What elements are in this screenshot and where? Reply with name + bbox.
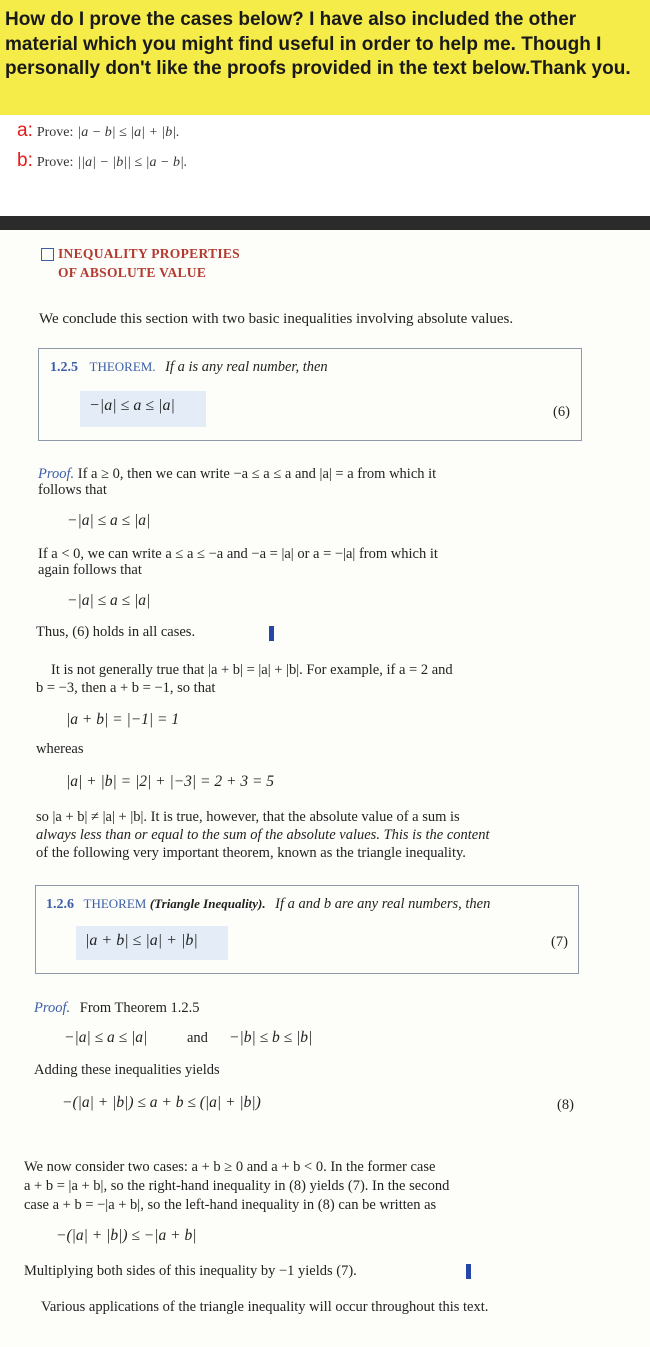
section-intro: We conclude this section with two basic inequalities involving absolute values. xyxy=(39,311,514,327)
remark-whereas: whereas xyxy=(36,741,84,757)
theorem-1-label: THEOREM. xyxy=(89,359,156,374)
proof-2-formula-and: and xyxy=(187,1030,208,1046)
case-a-statement: |a − b| ≤ |a| + |b|. xyxy=(77,125,180,140)
case-b-letter: b: xyxy=(17,150,33,171)
theorem-2-formula: |a + b| ≤ |a| + |b| xyxy=(85,932,198,949)
theorem-1-eq-number: (6) xyxy=(553,404,570,420)
case-a-prove-label: Prove: xyxy=(36,125,74,140)
theorem-2-header xyxy=(46,896,490,913)
proof-2-line1 xyxy=(34,1000,200,1017)
section-heading-line1: INEQUALITY PROPERTIES xyxy=(58,246,240,261)
case-b xyxy=(17,150,187,172)
remark-line2: b = −3, then a + b = −1, so that xyxy=(36,680,216,696)
proof-1-line1-text: If a ≥ 0, then we can write −a ≤ a ≤ a and |a| = a from which it xyxy=(77,466,437,482)
case-b-prove-label: Prove: xyxy=(36,155,74,170)
theorem-2-label: THEOREM xyxy=(83,896,147,911)
theorem-1-header xyxy=(50,359,328,376)
question-text: How do I prove the cases below? I have also included the other material which you might find useful in order to help me. Though I personally don't like the proofs provided in the text below.Thank you. xyxy=(5,9,631,79)
section-heading-line2: OF ABSOLUTE VALUE xyxy=(58,265,207,280)
remark-line1: It is not generally true that |a + b| = |a| + |b|. For example, if a = 2 and xyxy=(51,662,453,678)
case-a-letter: a: xyxy=(17,120,33,141)
remark-formula-a: |a + b| = |−1| = 1 xyxy=(66,711,180,728)
remark-line4: always less than or equal to the sum of the absolute values. This is the content xyxy=(36,827,490,843)
proof-2-formula-right: −|b| ≤ b ≤ |b| xyxy=(229,1029,313,1046)
theorem-2-statement: If a and b are any real numbers, then xyxy=(275,896,491,912)
theorem-2-label-paren: (Triangle Inequality). xyxy=(149,896,266,911)
proof-2-label: Proof. xyxy=(34,1000,71,1016)
proof-2-cases-line2: a + b = |a + b|, so the right-hand inequality in (8) yields (7). In the second xyxy=(24,1178,450,1194)
section-divider xyxy=(0,216,650,230)
case-a xyxy=(17,120,180,142)
proof-2-closing: Various applications of the triangle inequality will occur throughout this text. xyxy=(41,1299,489,1315)
remark-line5: of the following very important theorem, known as the triangle inequality. xyxy=(36,845,466,861)
proof-2-cases-line1: We now consider two cases: a + b ≥ 0 and a + b < 0. In the former case xyxy=(24,1159,436,1175)
theorem-1-formula: −|a| ≤ a ≤ |a| xyxy=(89,397,175,414)
proof-1-line1 xyxy=(38,466,436,483)
proof-1-line2: follows that xyxy=(38,482,107,498)
proof-1-label: Proof. xyxy=(38,466,75,482)
qed-mark-icon xyxy=(269,626,274,641)
theorem-2-eq-number: (7) xyxy=(551,934,568,950)
proof-1-conclusion: Thus, (6) holds in all cases. xyxy=(36,624,196,640)
proof-2-adding: Adding these inequalities yields xyxy=(34,1062,220,1078)
remark-line3: so |a + b| ≠ |a| + |b|. It is true, however, that the absolute value of a sum is xyxy=(36,809,460,825)
case-b-statement: ||a| − |b|| ≤ |a − b|. xyxy=(77,155,188,170)
proof-1-line4: again follows that xyxy=(38,562,142,578)
question-banner xyxy=(0,0,650,115)
theorem-1-statement: If a is any real number, then xyxy=(165,359,328,375)
theorem-2-number: 1.2.6 xyxy=(46,897,74,912)
proof-2-formula-sum: −(|a| + |b|) ≤ a + b ≤ (|a| + |b|) xyxy=(62,1094,261,1111)
proof-2-formula-last: −(|a| + |b|) ≤ −|a + b| xyxy=(56,1227,197,1244)
section-checkbox-icon xyxy=(41,248,54,261)
proof-2-cases-line3: case a + b = −|a + b|, so the left-hand inequality in (8) can be written as xyxy=(24,1197,437,1213)
proof-1-line3: If a < 0, we can write a ≤ a ≤ −a and −a = |a| or a = −|a| from which it xyxy=(38,546,438,562)
proof-2-eq-number: (8) xyxy=(557,1097,574,1113)
proof-1-formula-b: −|a| ≤ a ≤ |a| xyxy=(67,592,151,609)
proof-2-from: From Theorem 1.2.5 xyxy=(79,1000,200,1016)
qed-mark-2-icon xyxy=(466,1264,471,1279)
proof-2-multiplying: Multiplying both sides of this inequality by −1 yields (7). xyxy=(24,1263,357,1279)
theorem-1-number: 1.2.5 xyxy=(50,360,78,375)
proof-1-formula-a: −|a| ≤ a ≤ |a| xyxy=(67,512,151,529)
proof-2-formula-left: −|a| ≤ a ≤ |a| xyxy=(64,1029,148,1046)
remark-formula-b: |a| + |b| = |2| + |−3| = 2 + 3 = 5 xyxy=(66,773,275,790)
